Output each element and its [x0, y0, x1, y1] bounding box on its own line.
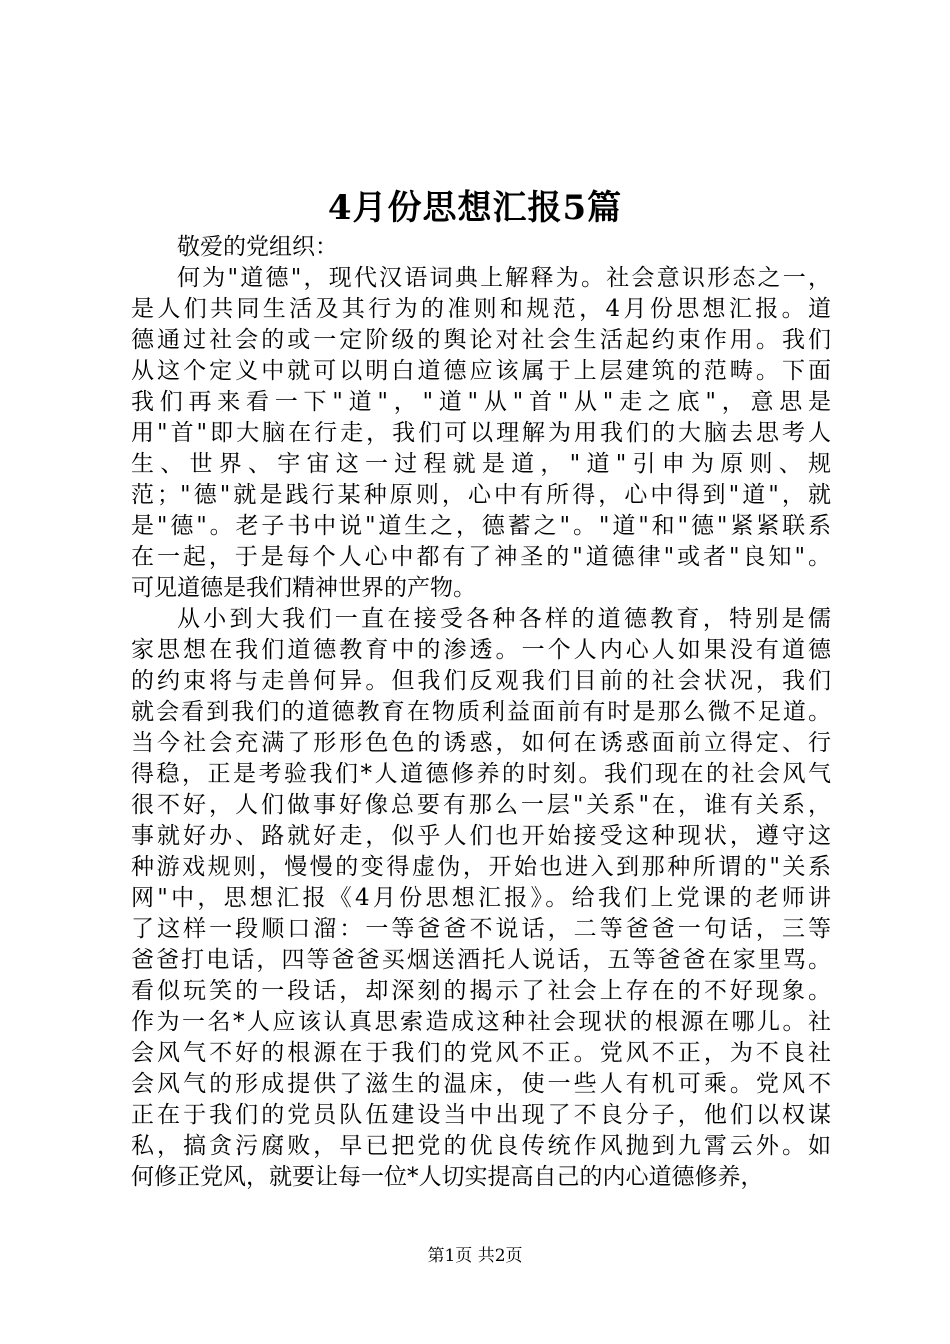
text-line: 看似玩笑的一段话，却深刻的揭示了社会上存在的不好现象。 [131, 978, 831, 1004]
text-line: 从小到大我们一直在接受各种各样的道德教育，特别是儒 [177, 606, 831, 632]
text-line: 得稳，正是考验我们*人道德修养的时刻。我们现在的社会风气 [131, 761, 831, 787]
text-line: 事就好办、路就好走，似乎人们也开始接受这种现状，遵守这 [131, 823, 831, 849]
text-line: 可见道德是我们精神世界的产物。 [131, 575, 476, 601]
text-line: 作为一名*人应该认真思索造成这种社会现状的根源在哪儿。社 [131, 1009, 831, 1035]
text-line: 了这样一段顺口溜：一等爸爸不说话，二等爸爸一句话，三等 [131, 916, 831, 942]
text-line: 当今社会充满了形形色色的诱惑，如何在诱惑面前立得定、行 [131, 730, 831, 756]
salutation: 敬爱的党组织： [177, 234, 338, 260]
text-line: 正在于我们的党员队伍建设当中出现了不良分子，他们以权谋 [131, 1102, 831, 1128]
document-body [131, 232, 831, 1193]
text-line: 生、世界、宇宙这一过程就是道，"道"引申为原则、规 [131, 451, 831, 477]
text-line: 是人们共同生活及其行为的准则和规范，4月份思想汇报。道 [131, 296, 831, 322]
text-line: 德通过社会的或一定阶级的舆论对社会生活起约束作用。我们 [131, 327, 831, 353]
page-footer: 第1页 共2页 [427, 1246, 523, 1266]
text-line: 会风气的形成提供了滋生的温床，使一些人有机可乘。党风不 [131, 1071, 831, 1097]
text-line: 爸爸打电话，四等爸爸买烟送酒托人说话，五等爸爸在家里骂。 [131, 947, 831, 973]
text-line: 的约束将与走兽何异。但我们反观我们目前的社会状况，我们 [131, 668, 831, 694]
text-line: 范；"德"就是践行某种原则，心中有所得，心中得到"道"，就 [131, 482, 831, 508]
text-line: 何修正党风，就要让每一位*人切实提高自己的内心道德修养， [131, 1164, 764, 1190]
text-line: 私，搞贪污腐败，早已把党的优良传统作风抛到九霄云外。如 [131, 1133, 831, 1159]
text-line: 会风气不好的根源在于我们的党风不正。党风不正，为不良社 [131, 1040, 831, 1066]
text-line: 网"中，思想汇报《4月份思想汇报》。给我们上党课的老师讲 [131, 885, 831, 911]
text-line: 是"德"。老子书中说"道生之，德蓄之"。"道"和"德"紧紧联系 [131, 513, 831, 539]
text-line: 家思想在我们道德教育中的渗透。一个人内心人如果没有道德 [131, 637, 831, 663]
text-line: 很不好，人们做事好像总要有那么一层"关系"在，谁有关系， [131, 792, 831, 818]
text-line: 我们再来看一下"道"，"道"从"首"从"走之底"，意思是 [131, 389, 831, 415]
text-line: 何为"道德"，现代汉语词典上解释为。社会意识形态之一， [177, 265, 831, 291]
document-title: 4月份思想汇报5篇 [327, 188, 623, 228]
text-line: 在一起，于是每个人心中都有了神圣的"道德律"或者"良知"。 [131, 544, 831, 570]
text-line: 用"首"即大脑在行走，我们可以理解为用我们的大脑去思考人 [131, 420, 831, 446]
text-line: 种游戏规则，慢慢的变得虚伪，开始也进入到那种所谓的"关系 [131, 854, 831, 880]
text-line: 从这个定义中就可以明白道德应该属于上层建筑的范畴。下面 [131, 358, 831, 384]
text-line: 就会看到我们的道德教育在物质利益面前有时是那么微不足道。 [131, 699, 831, 725]
